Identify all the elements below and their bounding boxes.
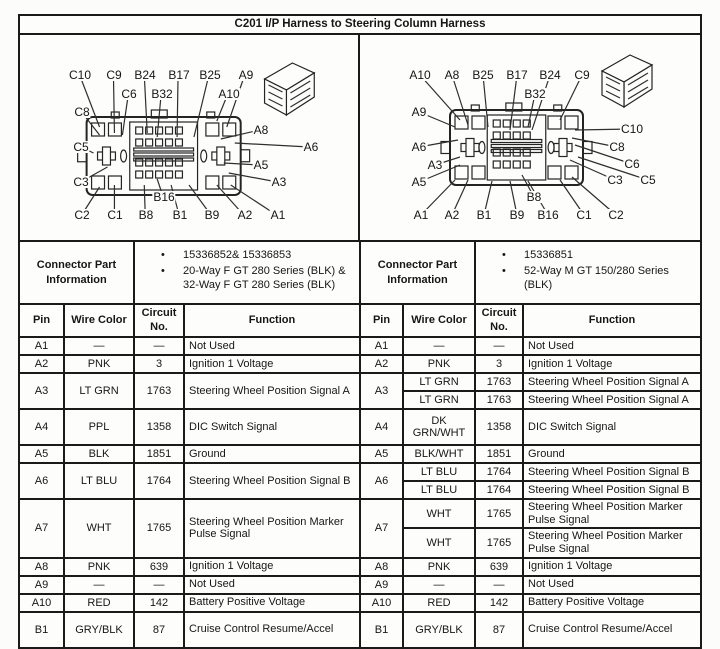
pin-label-a8: A8 [444, 68, 460, 82]
circuit-no-cell: 87 [134, 612, 184, 648]
pin-label-a10: A10 [409, 68, 431, 82]
wire-color-cell: WHT [403, 499, 475, 528]
circuit-no-cell: 1765 [134, 499, 184, 558]
pin-label-c10: C10 [620, 122, 644, 136]
part-number-item [161, 249, 359, 263]
part-number-text: 15336851 [524, 249, 573, 261]
pin-cell: A7 [360, 499, 403, 558]
circuit-no-cell: 1763 [475, 373, 523, 391]
wire-color-cell: BLK/WHT [403, 445, 475, 463]
part-info-values-right [475, 241, 700, 304]
circuit-no-cell: — [134, 576, 184, 594]
function-cell: Not Used [184, 337, 360, 355]
wire-color-cell: GRY/BLK [403, 612, 475, 648]
pin-label-a5: A5 [253, 158, 269, 172]
wire-color-cell: PNK [403, 558, 475, 576]
function-cell: Ignition 1 Voltage [523, 355, 700, 373]
circuit-no-cell: 1358 [134, 409, 184, 445]
pin-cell: A2 [20, 355, 64, 373]
circuit-no-cell: 142 [134, 594, 184, 612]
function-cell: Steering Wheel Position Signal B [184, 463, 360, 499]
pin-label-c8: C8 [609, 140, 625, 154]
pinout-table [20, 305, 700, 649]
function-cell: Not Used [184, 576, 360, 594]
circuit-no-cell: 1764 [475, 481, 523, 499]
pin-cell: A3 [20, 373, 64, 409]
wire-color-cell: — [403, 576, 475, 594]
part-info-tr [20, 241, 700, 304]
wire-color-cell: WHT [64, 499, 134, 558]
pin-cell: A10 [20, 594, 64, 612]
part-number-text: 20-Way F GT 280 Series (BLK) & 32-Way F GT 280 Series (BLK) [183, 264, 346, 291]
pin-label-a8: A8 [253, 123, 269, 137]
part-info-label-right: Connector Part Information [360, 241, 475, 304]
pin-cell: A4 [20, 409, 64, 445]
part-number-text: 52-Way M GT 150/280 Series (BLK) [524, 264, 669, 291]
wire-color-cell: LT GRN [64, 373, 134, 409]
wire-color-cell: LT BLU [64, 463, 134, 499]
circuit-no-cell: 639 [475, 558, 523, 576]
part-info-values-left [134, 241, 360, 304]
circuit-no-cell: 1765 [475, 528, 523, 557]
pin-label-b16: B16 [537, 208, 559, 222]
pin-cell: A1 [20, 337, 64, 355]
pin-cell: A7 [20, 499, 64, 558]
pin-label-b32: B32 [524, 87, 546, 101]
pin-label-c2: C2 [608, 208, 624, 222]
connector-document [18, 14, 702, 649]
wire-color-cell: PPL [64, 409, 134, 445]
header-circuit-left: Circuit No. [134, 305, 184, 337]
circuit-no-cell: 1764 [475, 463, 523, 481]
pin-cell: A6 [360, 463, 403, 499]
circuit-no-cell: 142 [475, 594, 523, 612]
wire-color-cell: LT BLU [403, 463, 475, 481]
function-cell: Battery Positive Voltage [523, 594, 700, 612]
function-cell: Ignition 1 Voltage [523, 558, 700, 576]
pin-label-b17: B17 [506, 68, 528, 82]
pin-label-c9: C9 [106, 68, 122, 82]
pin-label-b24: B24 [539, 68, 561, 82]
part-number-item [502, 265, 700, 293]
pin-label-a2: A2 [444, 208, 460, 222]
function-cell: Ground [184, 445, 360, 463]
wire-color-cell: PNK [64, 558, 134, 576]
function-cell: Ignition 1 Voltage [184, 355, 360, 373]
pin-cell: A8 [20, 558, 64, 576]
function-cell: Steering Wheel Position Signal A [184, 373, 360, 409]
header-function-right: Function [523, 305, 700, 337]
pin-label-c1: C1 [576, 208, 592, 222]
circuit-no-cell: 1763 [475, 391, 523, 409]
pin-label-b32: B32 [151, 87, 173, 101]
pin-label-c6: C6 [624, 157, 640, 171]
pin-label-a3: A3 [427, 158, 443, 172]
pin-label-c1: C1 [107, 208, 123, 222]
wire-color-cell: RED [64, 594, 134, 612]
pin-cell: A4 [360, 409, 403, 445]
pin-label-a1: A1 [270, 208, 286, 222]
function-cell: Cruise Control Resume/Accel [184, 612, 360, 648]
header-function-left: Function [184, 305, 360, 337]
function-cell: DIC Switch Signal [523, 409, 700, 445]
circuit-no-cell: 1765 [475, 499, 523, 528]
pin-cell: A1 [360, 337, 403, 355]
page-title: C201 I/P Harness to Steering Column Harness [20, 16, 700, 35]
circuit-no-cell: 1358 [475, 409, 523, 445]
function-cell: Steering Wheel Position Marker Pulse Signal [523, 499, 700, 528]
connector-diagrams [20, 35, 700, 240]
wire-color-cell: — [64, 576, 134, 594]
bullet-icon: • [161, 249, 165, 261]
pin-label-a5: A5 [411, 175, 427, 189]
function-cell: Not Used [523, 337, 700, 355]
pin-cell: A2 [360, 355, 403, 373]
circuit-no-cell: 3 [475, 355, 523, 373]
right-connector-face-drawing [360, 35, 700, 240]
header-circuit-right: Circuit No. [475, 305, 523, 337]
part-number-item [161, 265, 359, 293]
pin-label-c5: C5 [73, 140, 89, 154]
circuit-no-cell: 1851 [475, 445, 523, 463]
table-row [20, 373, 700, 391]
pin-label-b24: B24 [134, 68, 156, 82]
table-row [20, 499, 700, 528]
function-cell: Cruise Control Resume/Accel [523, 612, 700, 648]
table-row [20, 594, 700, 612]
pin-label-b1: B1 [476, 208, 492, 222]
wire-color-cell: LT GRN [403, 373, 475, 391]
table-row [20, 576, 700, 594]
bullet-icon: • [502, 264, 506, 277]
pin-label-a2: A2 [237, 208, 253, 222]
pin-label-a9: A9 [411, 105, 427, 119]
wire-color-cell: WHT [403, 528, 475, 557]
circuit-no-cell: 1763 [134, 373, 184, 409]
pinout-header-row [20, 305, 700, 337]
wire-color-cell: DK GRN/WHT [403, 409, 475, 445]
pin-label-a3: A3 [271, 175, 287, 189]
pin-cell: A5 [20, 445, 64, 463]
part-number-text: 15336852& 15336853 [183, 249, 292, 261]
function-cell: Steering Wheel Position Signal A [523, 391, 700, 409]
circuit-no-cell: 1851 [134, 445, 184, 463]
left-connector-face-drawing [20, 35, 358, 240]
pin-label-b25: B25 [472, 68, 494, 82]
pin-label-c6: C6 [121, 87, 137, 101]
connector-isometric-icon [265, 63, 315, 115]
pin-cell: A6 [20, 463, 64, 499]
pin-label-c3: C3 [607, 173, 623, 187]
pin-label-a10: A10 [218, 87, 240, 101]
connector-part-info-row [20, 240, 700, 305]
bullet-icon: • [161, 264, 165, 277]
function-cell: Not Used [523, 576, 700, 594]
pin-label-a6: A6 [411, 140, 427, 154]
wire-color-cell: LT BLU [403, 481, 475, 499]
function-cell: Steering Wheel Position Marker Pulse Signal [523, 528, 700, 557]
wire-color-cell: — [64, 337, 134, 355]
left-connector-diagram [20, 35, 360, 240]
circuit-no-cell: 1764 [134, 463, 184, 499]
pin-label-c3: C3 [73, 175, 89, 189]
function-cell: Steering Wheel Position Signal B [523, 481, 700, 499]
header-wire-left: Wire Color [64, 305, 134, 337]
circuit-no-cell: 639 [134, 558, 184, 576]
circuit-no-cell: — [475, 576, 523, 594]
circuit-no-cell: — [134, 337, 184, 355]
function-cell: Ignition 1 Voltage [184, 558, 360, 576]
function-cell: Steering Wheel Position Marker Pulse Signal [184, 499, 360, 558]
circuit-no-cell: 87 [475, 612, 523, 648]
pin-cell: A9 [20, 576, 64, 594]
part-info-label-left: Connector Part Information [20, 241, 134, 304]
function-cell: Ground [523, 445, 700, 463]
table-row [20, 558, 700, 576]
table-row [20, 355, 700, 373]
pin-label-b1: B1 [172, 208, 188, 222]
pin-cell: B1 [360, 612, 403, 648]
wire-color-cell: BLK [64, 445, 134, 463]
pin-label-c2: C2 [74, 208, 90, 222]
bullet-icon: • [502, 249, 506, 261]
part-number-item [502, 249, 700, 263]
pin-label-b16: B16 [153, 190, 175, 204]
pin-cell: A5 [360, 445, 403, 463]
pin-label-c9: C9 [574, 68, 590, 82]
pin-label-b25: B25 [199, 68, 221, 82]
pin-label-a6: A6 [303, 140, 319, 154]
pin-cell: B1 [20, 612, 64, 648]
function-cell: Steering Wheel Position Signal A [523, 373, 700, 391]
pin-label-b8: B8 [138, 208, 154, 222]
pin-label-b9: B9 [204, 208, 220, 222]
pin-cell: A9 [360, 576, 403, 594]
pin-label-c10: C10 [68, 68, 92, 82]
wire-color-cell: GRY/BLK [64, 612, 134, 648]
table-row [20, 445, 700, 463]
pin-label-a1: A1 [413, 208, 429, 222]
wire-color-cell: PNK [64, 355, 134, 373]
wire-color-cell: PNK [403, 355, 475, 373]
circuit-no-cell: — [475, 337, 523, 355]
function-cell: Battery Positive Voltage [184, 594, 360, 612]
connector-isometric-icon [602, 55, 652, 107]
pin-label-b8: B8 [526, 190, 542, 204]
function-cell: DIC Switch Signal [184, 409, 360, 445]
pin-label-b17: B17 [168, 68, 190, 82]
table-row [20, 409, 700, 445]
pin-cell: A10 [360, 594, 403, 612]
wire-color-cell: RED [403, 594, 475, 612]
header-pin-right: Pin [360, 305, 403, 337]
header-wire-right: Wire Color [403, 305, 475, 337]
circuit-no-cell: 3 [134, 355, 184, 373]
wire-color-cell: — [403, 337, 475, 355]
pin-label-c5: C5 [640, 173, 656, 187]
table-row [20, 463, 700, 481]
pin-cell: A8 [360, 558, 403, 576]
pin-cell: A3 [360, 373, 403, 409]
pin-label-c8: C8 [74, 105, 90, 119]
function-cell: Steering Wheel Position Signal B [523, 463, 700, 481]
right-connector-diagram [360, 35, 700, 240]
wire-color-cell: LT GRN [403, 391, 475, 409]
pin-label-b9: B9 [509, 208, 525, 222]
header-pin-left: Pin [20, 305, 64, 337]
pin-label-a9: A9 [238, 68, 254, 82]
table-row [20, 337, 700, 355]
